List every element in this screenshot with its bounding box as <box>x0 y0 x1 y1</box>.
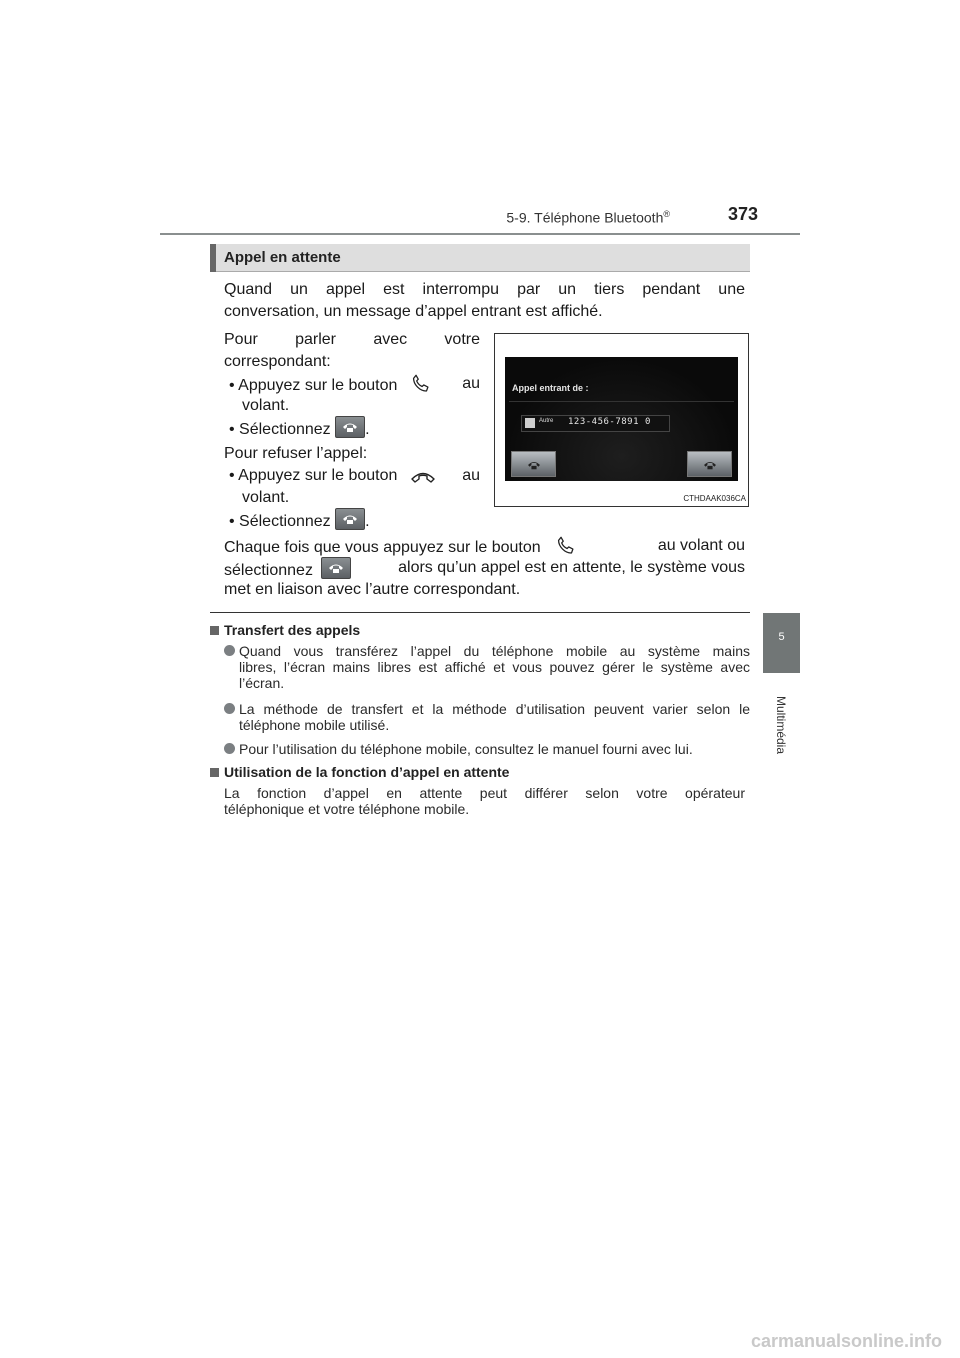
note-item: La méthode de transfert et la méthode d’utilisation peuvent varier selon le téléphone mobile utilisé. <box>224 701 750 733</box>
swap-call-button-icon <box>321 557 351 579</box>
intro-line-1: Quand un appel est interrompu par un tiers pendant une <box>224 281 745 298</box>
square-bullet-icon <box>210 626 219 635</box>
figure-caption: CTHDAAK036CA <box>683 494 746 503</box>
note-item: Pour l’utilisation du téléphone mobile, consultez le manuel fourni avec lui. <box>224 741 750 757</box>
note-title-waiting: Utilisation de la fonction d’appel en attente <box>210 764 509 780</box>
toggle-line-2: sélectionnez alors qu’un appel est en attente, le système vous <box>224 559 745 579</box>
contact-icon <box>525 418 535 428</box>
screen-divider <box>509 401 734 402</box>
screen-reject-button[interactable] <box>687 451 732 477</box>
bullet-dot-icon <box>224 703 235 714</box>
section-breadcrumb: 5-9. Téléphone Bluetooth® <box>506 209 670 226</box>
square-bullet-icon <box>210 768 219 777</box>
caller-info <box>521 415 670 432</box>
caller-name: Autre <box>539 418 554 424</box>
answer-bullet-1-cont: volant. <box>242 397 290 414</box>
title-accent <box>210 244 216 272</box>
note-title-transfer: Transfert des appels <box>210 622 360 638</box>
phone-pickup-icon <box>410 373 432 402</box>
watermark: carmanualsonline.info <box>750 1331 942 1351</box>
page-number: 373 <box>727 204 758 224</box>
answer-bullet-1: • Appuyez sur le bouton au <box>229 373 480 402</box>
reject-call-button-icon <box>335 508 365 530</box>
note-waiting-text: La fonction d’appel en attente peut différer selon votre opérateur téléphonique et votre téléphone mobile. <box>224 785 745 817</box>
phone-icon <box>525 459 543 471</box>
section-title-bar <box>210 244 750 272</box>
phone-hangup-icon <box>410 469 436 492</box>
chapter-tab: 5 <box>763 613 800 673</box>
reject-bullet-1-cont: volant. <box>242 489 290 506</box>
screen-answer-button[interactable] <box>511 451 556 477</box>
section-title: Appel en attente <box>224 249 341 266</box>
screen-title: Appel entrant de : <box>512 383 589 393</box>
phone-icon <box>701 459 719 471</box>
caller-number: 123-456-7891 0 <box>568 417 651 427</box>
answer-heading-1: Pour parler avec votre <box>224 331 480 348</box>
answer-call-button-icon <box>335 416 365 438</box>
reject-bullet-1: • Appuyez sur le bouton au <box>229 465 480 492</box>
toggle-line-3: met en liaison avec l’autre correspondant. <box>224 581 521 598</box>
answer-heading-2: correspondant: <box>224 353 331 370</box>
header-divider <box>160 233 800 235</box>
toggle-line-1: Chaque fois que vous appuyez sur le bouton au volant ou <box>224 535 745 564</box>
chapter-label: Multimédia <box>774 695 788 755</box>
page-header <box>160 200 800 234</box>
intro-line-2: conversation, un message d’appel entrant est affiché. <box>224 303 603 320</box>
section-divider <box>210 612 750 613</box>
reject-heading: Pour refuser l’appel: <box>224 445 368 462</box>
reject-bullet-2: • Sélectionnez . <box>229 508 370 533</box>
bullet-dot-icon <box>224 645 235 656</box>
bullet-dot-icon <box>224 743 235 754</box>
incoming-call-figure <box>494 333 749 507</box>
incoming-call-screen <box>505 357 738 481</box>
answer-bullet-2: • Sélectionnez . <box>229 416 370 441</box>
note-item: Quand vous transférez l’appel du téléphone mobile au système mains libres, l’écran mains libres est affiché et vous pouvez gérer le système avec l’écran. <box>224 643 750 691</box>
